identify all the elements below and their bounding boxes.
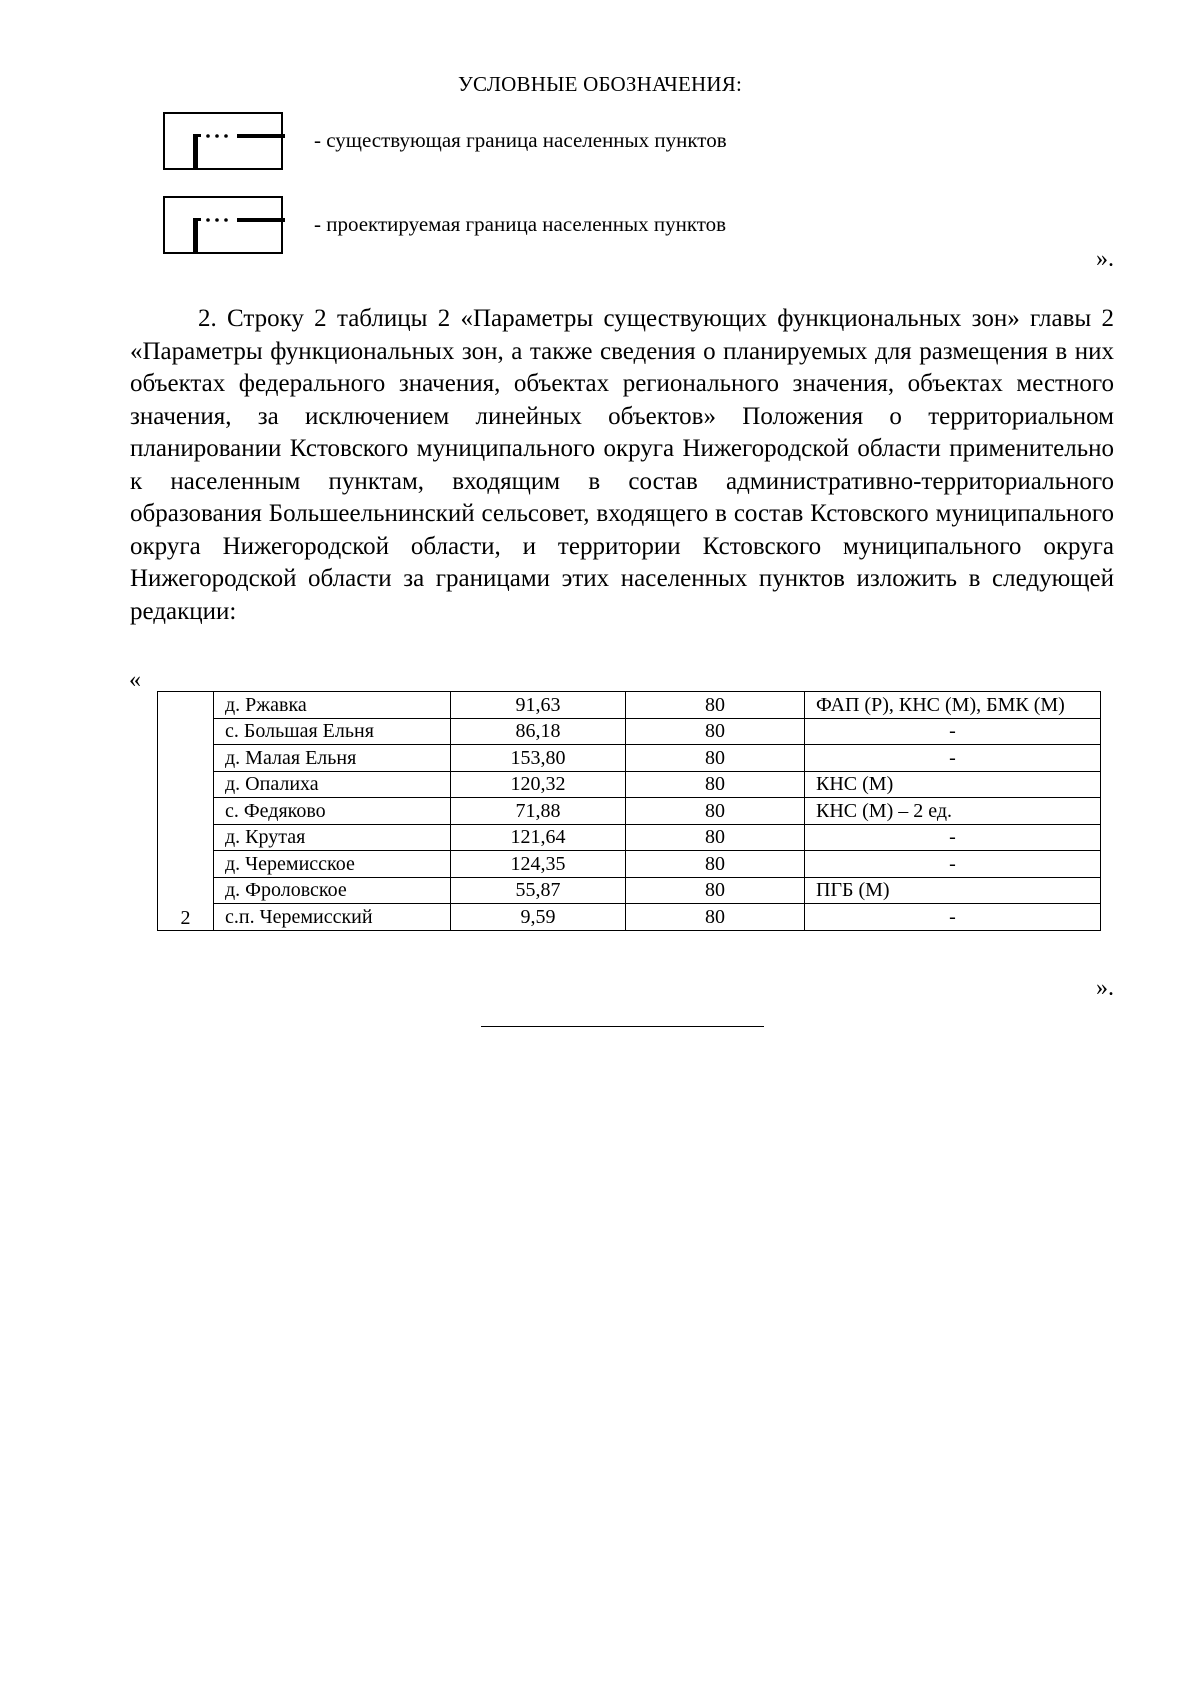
existing-boundary-symbol xyxy=(163,112,283,170)
area-cell: 121,64 xyxy=(451,824,626,851)
objects-cell: - xyxy=(805,904,1101,931)
table-row xyxy=(158,692,1101,719)
table-row xyxy=(158,771,1101,798)
settlement-name-cell: с.п. Черемисский xyxy=(214,904,451,931)
amendment-paragraph: 2. Строку 2 таблицы 2 «Параметры существующих функциональных зон» главы 2 «Параметры функциональных зон, а также сведения о планируемых для размещения в них объектах федерального значения, объектах регионального значения, объектах местного значения, за исключением линейных объектов» Положения о территориальном планировании Кстовского муниципального округа Нижегородской области применительно к населенным пунктам, входящим в состав административно-территориального образования Большеельнинский сельсовет, входящего в состав Кстовского муниципального округа Нижегородской области, и территории Кстовского муниципального округа Нижегородской области за границами этих населенных пунктов изложить в следующей редакции: xyxy=(130,305,1114,625)
legend-close-quote: ». xyxy=(1096,246,1114,272)
settlement-name-cell: с. Большая Ельня xyxy=(214,718,451,745)
objects-cell: ФАП (Р), КНС (М), БМК (М) xyxy=(805,692,1101,719)
objects-cell: - xyxy=(805,851,1101,878)
percent-cell: 80 xyxy=(626,692,805,719)
objects-cell: - xyxy=(805,745,1101,772)
objects-cell: - xyxy=(805,718,1101,745)
table-open-quote: « xyxy=(129,667,141,693)
objects-cell: КНС (М) – 2 ед. xyxy=(805,798,1101,825)
settlement-name-cell: д. Опалиха xyxy=(214,771,451,798)
area-cell: 86,18 xyxy=(451,718,626,745)
settlement-name-cell: д. Фроловское xyxy=(214,877,451,904)
settlement-name-cell: д. Малая Ельня xyxy=(214,745,451,772)
legend-title: УСЛОВНЫЕ ОБОЗНАЧЕНИЯ: xyxy=(457,72,743,96)
table-row xyxy=(158,877,1101,904)
percent-cell: 80 xyxy=(626,718,805,745)
area-cell: 124,35 xyxy=(451,851,626,878)
percent-cell: 80 xyxy=(626,771,805,798)
area-cell: 91,63 xyxy=(451,692,626,719)
settlement-name-cell: с. Федяково xyxy=(214,798,451,825)
table-row xyxy=(158,745,1101,772)
settlement-name-cell: д. Ржавка xyxy=(214,692,451,719)
objects-cell: - xyxy=(805,824,1101,851)
percent-cell: 80 xyxy=(626,904,805,931)
area-cell: 120,32 xyxy=(451,771,626,798)
objects-cell: ПГБ (М) xyxy=(805,877,1101,904)
settlement-name-cell: д. Черемисское xyxy=(214,851,451,878)
settlement-name-cell: д. Крутая xyxy=(214,824,451,851)
row-number-cell: 2 xyxy=(158,692,214,931)
area-cell: 71,88 xyxy=(451,798,626,825)
closing-rule xyxy=(481,1026,764,1027)
table-row xyxy=(158,718,1101,745)
table-close-quote: ». xyxy=(1096,975,1114,1001)
projected-boundary-symbol xyxy=(163,196,283,254)
legend-text-existing: - существующая граница населенных пунктов xyxy=(314,128,727,152)
percent-cell: 80 xyxy=(626,877,805,904)
percent-cell: 80 xyxy=(626,798,805,825)
area-cell: 153,80 xyxy=(451,745,626,772)
percent-cell: 80 xyxy=(626,745,805,772)
area-cell: 55,87 xyxy=(451,877,626,904)
table-row xyxy=(158,851,1101,878)
legend-text-projected: - проектируемая граница населенных пунктов xyxy=(314,212,727,236)
area-cell: 9,59 xyxy=(451,904,626,931)
table-row xyxy=(158,904,1101,931)
percent-cell: 80 xyxy=(626,851,805,878)
zones-table xyxy=(157,691,1101,931)
table-row xyxy=(158,798,1101,825)
objects-cell: КНС (М) xyxy=(805,771,1101,798)
percent-cell: 80 xyxy=(626,824,805,851)
table-row xyxy=(158,824,1101,851)
